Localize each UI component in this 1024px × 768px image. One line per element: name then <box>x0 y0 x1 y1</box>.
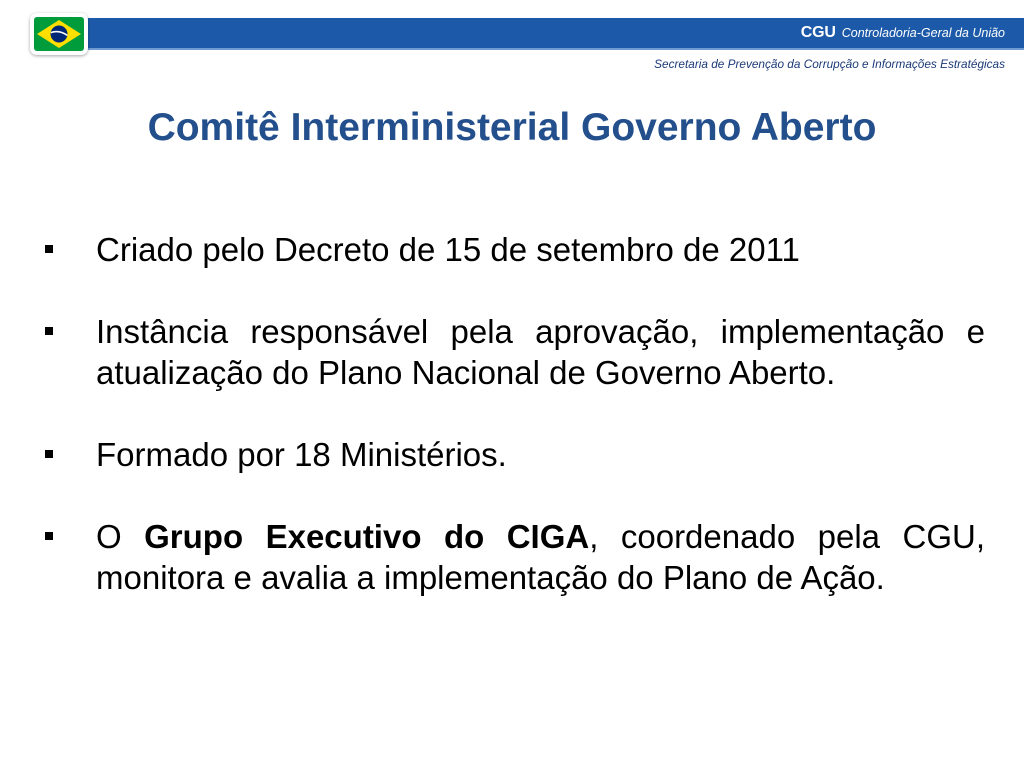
square-bullet-icon <box>45 450 53 458</box>
bullet-item-ministries <box>96 434 985 475</box>
bullet-text: Instância responsável pela aprovação, implementação e atualização do Plano Nacional de Governo Aberto. <box>96 313 985 391</box>
org-name: Controladoria-Geral da União <box>841 26 1005 40</box>
bullet-text-suffix: , coordenado pela CGU, monitora e avalia a implementação do Plano de Ação. <box>96 518 985 596</box>
org-label <box>801 24 1024 42</box>
bullet-text-prefix: O <box>96 518 145 555</box>
bullet-text: Formado por 18 Ministérios. <box>96 436 507 473</box>
bullet-item-responsibility <box>96 311 985 393</box>
header-bar <box>58 18 1024 50</box>
slide-title: Comitê Interministerial Governo Aberto <box>147 106 877 149</box>
secretariat-subtitle: Secretaria de Prevenção da Corrupção e Informações Estratégicas <box>654 57 1005 71</box>
square-bullet-icon <box>45 327 53 335</box>
bullet-text-bold: Grupo Executivo do CIGA <box>144 518 590 555</box>
square-bullet-icon <box>45 532 53 540</box>
org-abbrev: CGU <box>800 24 836 41</box>
brazil-flag-icon <box>34 17 84 51</box>
brazil-flag-logo <box>30 13 88 55</box>
bullet-item-decree <box>96 229 985 270</box>
bullet-list <box>96 229 985 639</box>
bullet-item-executive-group <box>96 516 985 598</box>
square-bullet-icon <box>45 245 53 253</box>
bullet-text: Criado pelo Decreto de 15 de setembro de 2011 <box>96 231 800 268</box>
